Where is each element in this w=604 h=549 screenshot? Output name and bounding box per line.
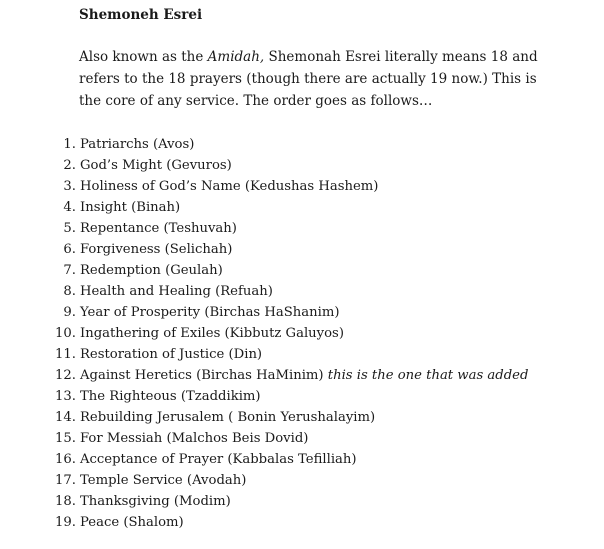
list-item-text	[80, 155, 232, 176]
intro-paragraph	[79, 46, 559, 112]
list-item-number: 16.	[55, 452, 76, 467]
list-item-label: Patriarchs (Avos)	[80, 137, 195, 152]
list-item-label: Insight (Binah)	[80, 200, 181, 215]
list-item-number: 7.	[63, 263, 76, 278]
list-item-label: Ingathering of Exiles (Kibbutz Galuyos)	[80, 326, 344, 341]
list-item-text	[80, 491, 231, 512]
list-item-text	[80, 386, 261, 407]
list-item-number: 19.	[55, 515, 76, 530]
list-item-text	[80, 323, 344, 344]
list-item-label: Thanksgiving (Modim)	[80, 494, 231, 509]
list-item-label: Against Heretics (Birchas HaMinim)	[80, 368, 328, 383]
list-item-number: 3.	[63, 179, 76, 194]
list-item-number: 11.	[55, 347, 76, 362]
list-item-number: 4.	[63, 200, 76, 215]
list-item-number: 17.	[55, 473, 76, 488]
list-item-label: Redemption (Geulah)	[80, 263, 223, 278]
list-item-label: For Messiah (Malchos Beis Dovid)	[80, 431, 309, 446]
list-item-text	[80, 197, 180, 218]
list-item-label: Year of Prosperity (Birchas HaShanim)	[80, 305, 340, 320]
list-item-text	[80, 218, 237, 239]
list-item-text	[80, 260, 223, 281]
list-item-number: 2.	[63, 158, 76, 173]
list-item-label: The Righteous (Tzaddikim)	[80, 389, 261, 404]
list-item-label: Restoration of Justice (Din)	[80, 347, 263, 362]
list-item-label: Repentance (Teshuvah)	[80, 221, 237, 236]
list-item-text	[80, 344, 262, 365]
list-item-number: 8.	[63, 284, 76, 299]
list-item-number: 18.	[55, 494, 76, 509]
intro-text-rest: Shemonah Esrei literally means 18 and refers to the 18 prayers (though there are actually 19 now.) This is the core of any service. The order goes as follows…	[79, 49, 538, 109]
list-item-number: 9.	[63, 305, 76, 320]
list-item-text	[80, 365, 528, 386]
list-item-text	[80, 281, 273, 302]
intro-italic-term: Amidah,	[207, 49, 265, 65]
list-item-text	[80, 176, 378, 197]
list-item-text	[80, 449, 357, 470]
list-item-text	[80, 239, 232, 260]
list-item-text	[80, 407, 375, 428]
list-item-label: Rebuilding Jerusalem ( Bonin Yerushalayim)	[80, 410, 376, 425]
list-item-label: Temple Service (Avodah)	[80, 473, 247, 488]
list-item-number: 10.	[55, 326, 76, 341]
list-item-number: 1.	[63, 137, 76, 152]
list-item-label: Holiness of God’s Name (Kedushas Hashem)	[80, 179, 379, 194]
section-heading: Shemoneh Esrei	[79, 7, 203, 23]
list-item-number: 12.	[55, 368, 76, 383]
list-item-number: 14.	[55, 410, 76, 425]
list-item-note: this is the one that was added	[327, 368, 529, 383]
list-item-label: Health and Healing (Refuah)	[80, 284, 273, 299]
list-item-text	[80, 134, 194, 155]
list-item-label: Acceptance of Prayer (Kabbalas Tefilliah)	[80, 452, 357, 467]
list-item-label: Peace (Shalom)	[80, 515, 184, 530]
list-item-text	[80, 302, 340, 323]
list-item-number: 15.	[55, 431, 76, 446]
list-item-text	[80, 428, 308, 449]
list-item-text	[80, 470, 246, 491]
list-item-number: 5.	[63, 221, 76, 236]
list-item-number: 13.	[55, 389, 76, 404]
list-item-label: Forgiveness (Selichah)	[80, 242, 233, 257]
list-item-number: 6.	[63, 242, 76, 257]
intro-text-start: Also known as the	[79, 49, 208, 65]
list-item-label: God’s Might (Gevuros)	[80, 158, 232, 173]
list-item-text	[80, 512, 184, 533]
